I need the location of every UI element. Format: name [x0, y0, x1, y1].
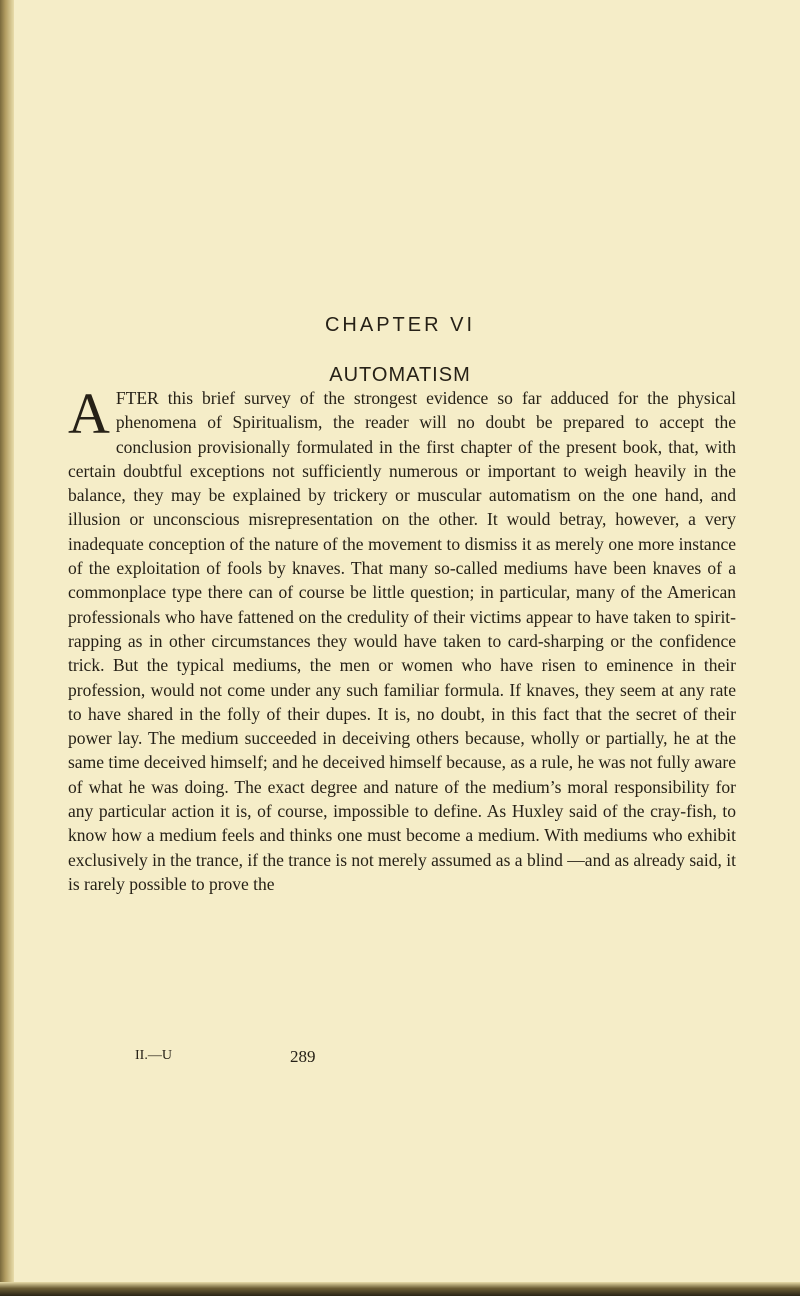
paragraph-text: FTER this brief survey of the strongest evidence so far adduced for the physical phenomena of Spiritualism, the reader will no doubt be prepared to accept the conclusion provisionally formulated in the first chapter of the present book, that, with certain doubtful exceptions not sufficiently numerous or important to weigh heavily in the balance, they may be explained by trickery or muscular automatism on the one hand, and illusion or unconscious misrepresentation on the other. It would betray, however, a very inadequate conception of the nature of the movement to dismiss it as merely one more instance of the exploitation of fools by knaves. That many so-called mediums have been knaves of a commonplace type there can of course be little question; in particular, many of the American professionals who have fattened on the credulity of their victims appear to have taken to spirit-rapping as in other circumstances they would have taken to card-sharping or the confidence trick. But the typical mediums, the men or women who have risen to eminence in their profession, would not come under any such familiar formula. If knaves, they seem at any rate to have shared in the folly of their dupes. It is, no doubt, in this fact that the secret of their power lay. The medium succeeded in deceiving others because, wholly or partially, he at the same time deceived himself; and he deceived himself because, as a rule, he was not fully aware of what he was doing. The exact degree and nature of the medium’s moral responsibility for any particular action it is, of course, impossible to define. As Huxley said of the cray-fish, to know how a medium feels and thinks one must become a medium. With mediums who exhibit exclusively in the trance, if the trance is not merely assumed as a blind —and as already said, it is rarely possible to prove the — [68, 388, 736, 894]
chapter-title: AUTOMATISM — [329, 364, 471, 386]
drop-cap: A — [68, 381, 110, 446]
chapter-number: CHAPTER VI — [324, 314, 476, 336]
printer-signature-mark: II.—U — [135, 1048, 172, 1063]
page-bottom-edge — [0, 1282, 800, 1296]
body-paragraph — [68, 381, 736, 896]
page-edge-shadow — [0, 0, 14, 1296]
page-number: 289 — [290, 1047, 316, 1066]
